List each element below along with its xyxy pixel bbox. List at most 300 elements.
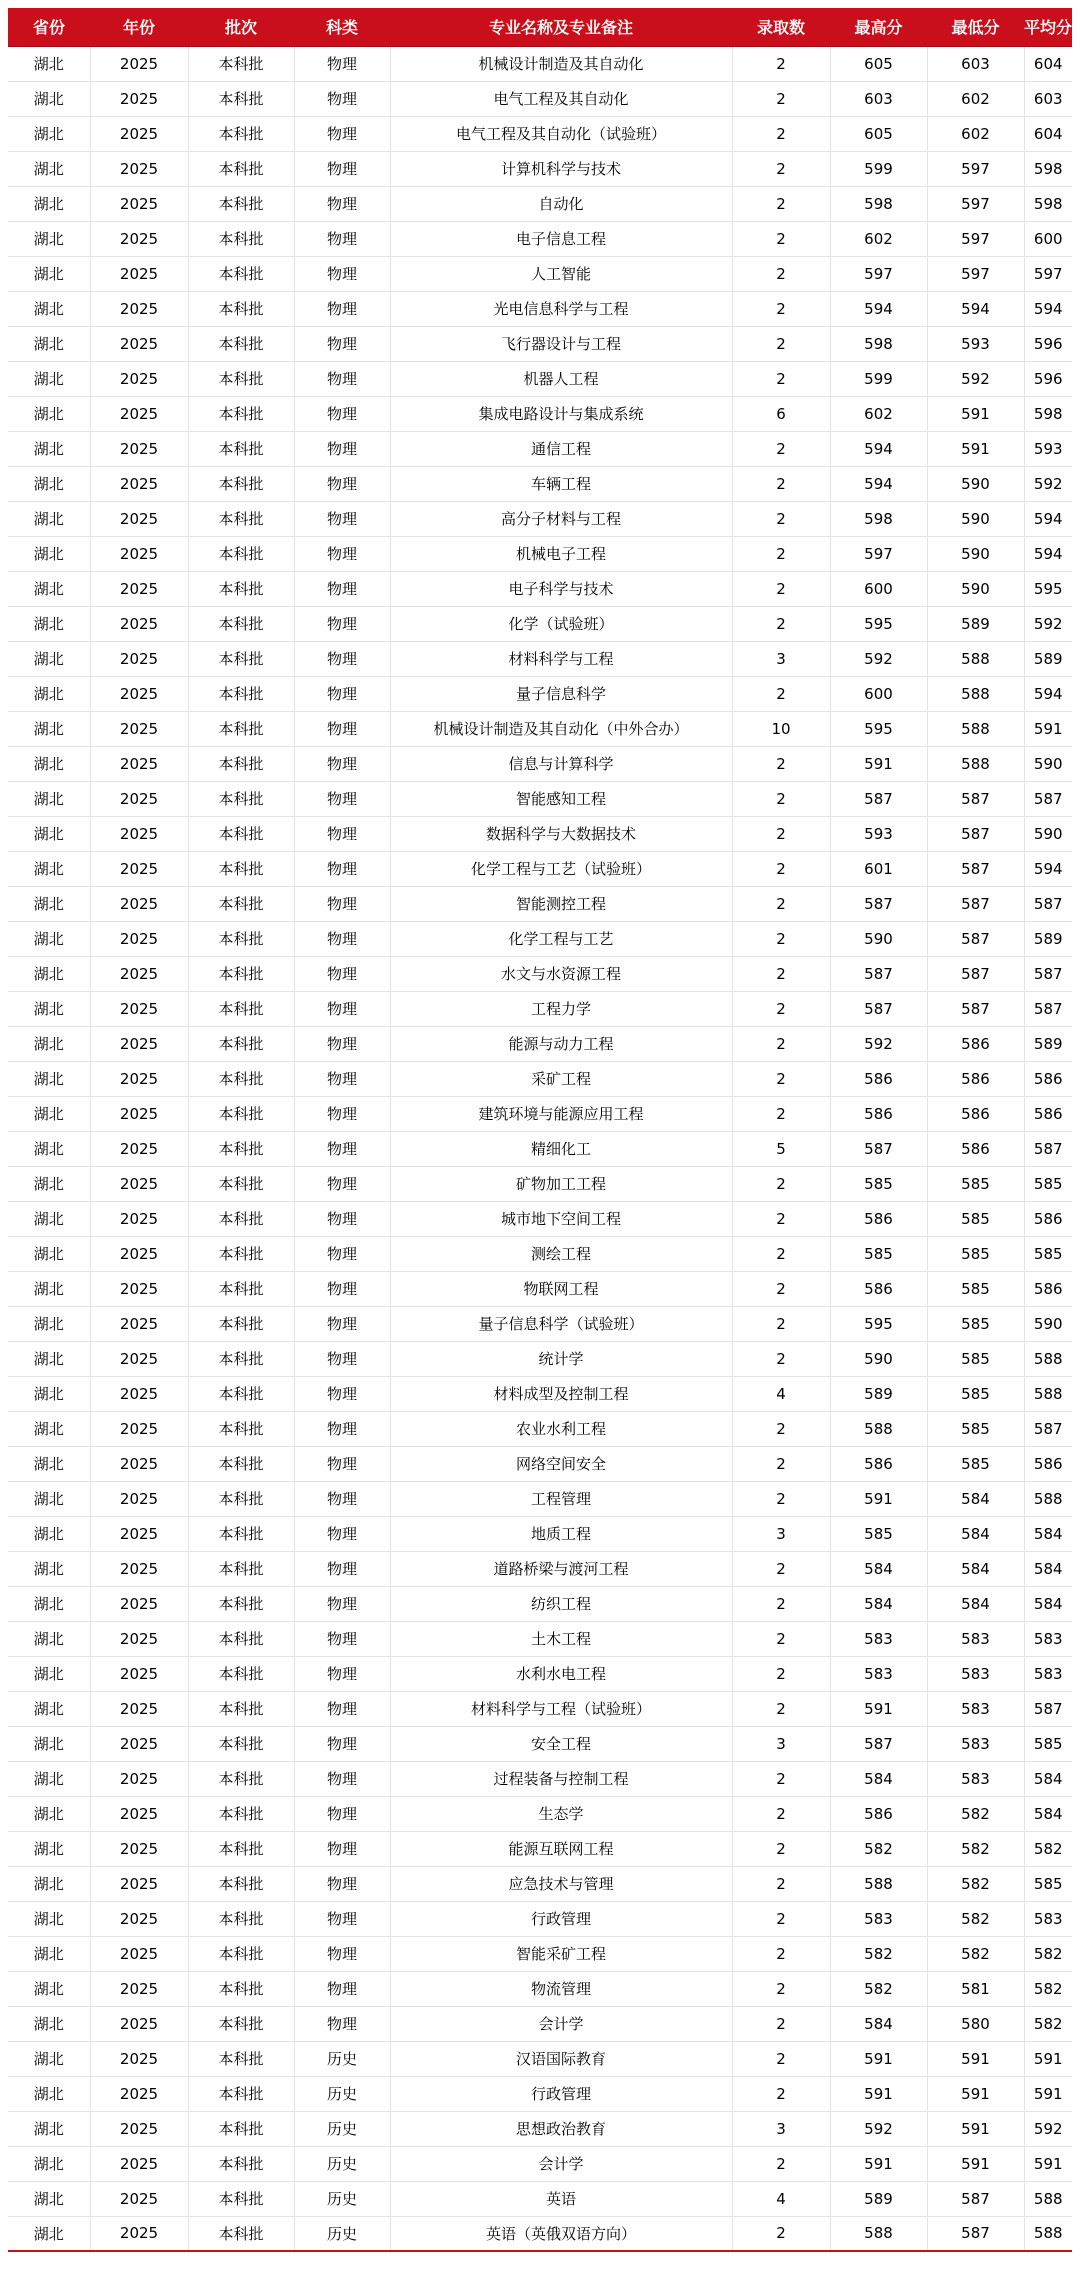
cell-subject: 历史 (294, 2041, 390, 2076)
header-admitted: 录取数 (732, 8, 830, 46)
cell-avg-score: 586 (1024, 1096, 1072, 1131)
cell-admitted: 4 (732, 1376, 830, 1411)
table-row (8, 781, 1072, 816)
cell-province: 湖北 (8, 1551, 90, 1586)
cell-batch: 本科批 (188, 921, 294, 956)
cell-province: 湖北 (8, 1761, 90, 1796)
cell-admitted: 2 (732, 1796, 830, 1831)
cell-min-score: 594 (927, 291, 1024, 326)
cell-admitted: 5 (732, 1131, 830, 1166)
cell-admitted: 2 (732, 1586, 830, 1621)
cell-year: 2025 (90, 676, 188, 711)
cell-admitted: 3 (732, 641, 830, 676)
cell-subject: 物理 (294, 1761, 390, 1796)
cell-max-score: 584 (830, 1761, 927, 1796)
cell-batch: 本科批 (188, 1166, 294, 1201)
table-row (8, 641, 1072, 676)
cell-major: 汉语国际教育 (390, 2041, 732, 2076)
cell-avg-score: 596 (1024, 361, 1072, 396)
cell-year: 2025 (90, 1516, 188, 1551)
cell-min-score: 590 (927, 466, 1024, 501)
cell-year: 2025 (90, 1656, 188, 1691)
cell-batch: 本科批 (188, 1096, 294, 1131)
cell-min-score: 586 (927, 1096, 1024, 1131)
cell-admitted: 6 (732, 396, 830, 431)
cell-subject: 物理 (294, 1236, 390, 1271)
cell-admitted: 2 (732, 956, 830, 991)
cell-major: 过程装备与控制工程 (390, 1761, 732, 1796)
cell-min-score: 588 (927, 641, 1024, 676)
cell-major: 化学工程与工艺 (390, 921, 732, 956)
cell-year: 2025 (90, 1271, 188, 1306)
header-batch: 批次 (188, 8, 294, 46)
table-row (8, 1866, 1072, 1901)
cell-admitted: 2 (732, 991, 830, 1026)
cell-major: 电气工程及其自动化 (390, 81, 732, 116)
cell-year: 2025 (90, 1936, 188, 1971)
cell-batch: 本科批 (188, 1831, 294, 1866)
cell-batch: 本科批 (188, 606, 294, 641)
cell-max-score: 588 (830, 1866, 927, 1901)
table-row (8, 1411, 1072, 1446)
cell-admitted: 2 (732, 186, 830, 221)
table-row (8, 1761, 1072, 1796)
cell-province: 湖北 (8, 1656, 90, 1691)
cell-min-score: 588 (927, 711, 1024, 746)
cell-subject: 物理 (294, 571, 390, 606)
cell-subject: 物理 (294, 1446, 390, 1481)
cell-batch: 本科批 (188, 326, 294, 361)
cell-batch: 本科批 (188, 1866, 294, 1901)
cell-avg-score: 590 (1024, 816, 1072, 851)
cell-max-score: 587 (830, 991, 927, 1026)
cell-admitted: 2 (732, 326, 830, 361)
cell-province: 湖北 (8, 641, 90, 676)
cell-min-score: 589 (927, 606, 1024, 641)
cell-subject: 物理 (294, 221, 390, 256)
cell-year: 2025 (90, 1096, 188, 1131)
cell-admitted: 3 (732, 1726, 830, 1761)
cell-year: 2025 (90, 2216, 188, 2251)
cell-province: 湖北 (8, 256, 90, 291)
cell-year: 2025 (90, 116, 188, 151)
cell-major: 人工智能 (390, 256, 732, 291)
cell-major: 能源与动力工程 (390, 1026, 732, 1061)
cell-batch: 本科批 (188, 711, 294, 746)
cell-province: 湖北 (8, 186, 90, 221)
table-row (8, 1831, 1072, 1866)
table-row (8, 1306, 1072, 1341)
cell-year: 2025 (90, 396, 188, 431)
cell-batch: 本科批 (188, 1446, 294, 1481)
cell-major: 地质工程 (390, 1516, 732, 1551)
table-row (8, 1586, 1072, 1621)
cell-admitted: 2 (732, 1341, 830, 1376)
cell-admitted: 3 (732, 2111, 830, 2146)
cell-province: 湖北 (8, 676, 90, 711)
cell-max-score: 598 (830, 326, 927, 361)
table-row (8, 2216, 1072, 2251)
table-row (8, 221, 1072, 256)
cell-avg-score: 586 (1024, 1446, 1072, 1481)
cell-subject: 历史 (294, 2216, 390, 2251)
cell-province: 湖北 (8, 1481, 90, 1516)
cell-province: 湖北 (8, 221, 90, 256)
cell-year: 2025 (90, 501, 188, 536)
cell-major: 机械设计制造及其自动化 (390, 46, 732, 81)
cell-province: 湖北 (8, 396, 90, 431)
cell-max-score: 598 (830, 501, 927, 536)
cell-min-score: 597 (927, 151, 1024, 186)
cell-avg-score: 587 (1024, 1691, 1072, 1726)
cell-min-score: 583 (927, 1621, 1024, 1656)
cell-avg-score: 594 (1024, 501, 1072, 536)
cell-admitted: 2 (732, 1166, 830, 1201)
cell-min-score: 590 (927, 571, 1024, 606)
cell-batch: 本科批 (188, 1586, 294, 1621)
cell-max-score: 589 (830, 2181, 927, 2216)
cell-year: 2025 (90, 1376, 188, 1411)
cell-province: 湖北 (8, 1586, 90, 1621)
cell-subject: 物理 (294, 81, 390, 116)
cell-subject: 物理 (294, 186, 390, 221)
cell-admitted: 2 (732, 431, 830, 466)
cell-year: 2025 (90, 466, 188, 501)
cell-admitted: 2 (732, 1481, 830, 1516)
cell-batch: 本科批 (188, 816, 294, 851)
cell-avg-score: 587 (1024, 991, 1072, 1026)
cell-year: 2025 (90, 2111, 188, 2146)
cell-min-score: 585 (927, 1166, 1024, 1201)
cell-batch: 本科批 (188, 641, 294, 676)
cell-year: 2025 (90, 886, 188, 921)
cell-major: 物流管理 (390, 1971, 732, 2006)
cell-subject: 物理 (294, 1936, 390, 1971)
cell-province: 湖北 (8, 606, 90, 641)
cell-major: 会计学 (390, 2006, 732, 2041)
cell-subject: 物理 (294, 2006, 390, 2041)
cell-subject: 物理 (294, 1796, 390, 1831)
cell-max-score: 593 (830, 816, 927, 851)
cell-province: 湖北 (8, 1901, 90, 1936)
cell-province: 湖北 (8, 1131, 90, 1166)
cell-province: 湖北 (8, 1866, 90, 1901)
cell-province: 湖北 (8, 1446, 90, 1481)
cell-batch: 本科批 (188, 1971, 294, 2006)
cell-admitted: 2 (732, 1866, 830, 1901)
cell-avg-score: 584 (1024, 1761, 1072, 1796)
cell-max-score: 602 (830, 221, 927, 256)
table-row (8, 1166, 1072, 1201)
cell-year: 2025 (90, 221, 188, 256)
cell-batch: 本科批 (188, 186, 294, 221)
cell-subject: 物理 (294, 466, 390, 501)
cell-subject: 物理 (294, 1096, 390, 1131)
table-row (8, 1026, 1072, 1061)
cell-batch: 本科批 (188, 1726, 294, 1761)
cell-subject: 物理 (294, 1586, 390, 1621)
cell-province: 湖北 (8, 1411, 90, 1446)
cell-max-score: 584 (830, 1551, 927, 1586)
cell-major: 应急技术与管理 (390, 1866, 732, 1901)
cell-batch: 本科批 (188, 1061, 294, 1096)
cell-min-score: 582 (927, 1796, 1024, 1831)
table-row (8, 1691, 1072, 1726)
cell-year: 2025 (90, 1761, 188, 1796)
cell-max-score: 584 (830, 2006, 927, 2041)
cell-year: 2025 (90, 606, 188, 641)
cell-major: 智能采矿工程 (390, 1936, 732, 1971)
table-row (8, 1901, 1072, 1936)
cell-max-score: 597 (830, 256, 927, 291)
cell-min-score: 602 (927, 81, 1024, 116)
header-row (8, 8, 1072, 46)
cell-batch: 本科批 (188, 1481, 294, 1516)
cell-admitted: 4 (732, 2181, 830, 2216)
cell-avg-score: 590 (1024, 1306, 1072, 1341)
cell-max-score: 595 (830, 606, 927, 641)
cell-avg-score: 582 (1024, 1936, 1072, 1971)
cell-subject: 物理 (294, 641, 390, 676)
cell-subject: 物理 (294, 921, 390, 956)
cell-subject: 物理 (294, 1516, 390, 1551)
cell-max-score: 587 (830, 886, 927, 921)
table-row (8, 1936, 1072, 1971)
cell-min-score: 584 (927, 1516, 1024, 1551)
cell-admitted: 2 (732, 606, 830, 641)
header-max-score: 最高分 (830, 8, 927, 46)
cell-min-score: 591 (927, 2076, 1024, 2111)
cell-batch: 本科批 (188, 396, 294, 431)
cell-subject: 物理 (294, 1691, 390, 1726)
cell-major: 计算机科学与技术 (390, 151, 732, 186)
cell-subject: 物理 (294, 1166, 390, 1201)
cell-avg-score: 586 (1024, 1201, 1072, 1236)
cell-year: 2025 (90, 1726, 188, 1761)
cell-min-score: 602 (927, 116, 1024, 151)
cell-min-score: 590 (927, 501, 1024, 536)
cell-admitted: 2 (732, 1621, 830, 1656)
table-row (8, 1131, 1072, 1166)
header-subject: 科类 (294, 8, 390, 46)
cell-subject: 历史 (294, 2181, 390, 2216)
cell-avg-score: 604 (1024, 46, 1072, 81)
cell-avg-score: 593 (1024, 431, 1072, 466)
cell-major: 机械电子工程 (390, 536, 732, 571)
cell-year: 2025 (90, 1201, 188, 1236)
cell-min-score: 585 (927, 1201, 1024, 1236)
cell-year: 2025 (90, 746, 188, 781)
cell-batch: 本科批 (188, 536, 294, 571)
cell-subject: 物理 (294, 1061, 390, 1096)
cell-subject: 物理 (294, 431, 390, 466)
cell-year: 2025 (90, 1411, 188, 1446)
cell-min-score: 587 (927, 886, 1024, 921)
cell-min-score: 585 (927, 1306, 1024, 1341)
cell-avg-score: 603 (1024, 81, 1072, 116)
cell-min-score: 591 (927, 431, 1024, 466)
cell-subject: 物理 (294, 746, 390, 781)
cell-major: 农业水利工程 (390, 1411, 732, 1446)
cell-major: 通信工程 (390, 431, 732, 466)
cell-max-score: 595 (830, 1306, 927, 1341)
cell-min-score: 590 (927, 536, 1024, 571)
cell-min-score: 582 (927, 1936, 1024, 1971)
cell-max-score: 583 (830, 1621, 927, 1656)
cell-batch: 本科批 (188, 2111, 294, 2146)
cell-major: 光电信息科学与工程 (390, 291, 732, 326)
cell-admitted: 2 (732, 1201, 830, 1236)
cell-avg-score: 592 (1024, 606, 1072, 641)
cell-avg-score: 589 (1024, 1026, 1072, 1061)
cell-min-score: 587 (927, 781, 1024, 816)
cell-avg-score: 584 (1024, 1586, 1072, 1621)
cell-admitted: 2 (732, 676, 830, 711)
cell-admitted: 2 (732, 1061, 830, 1096)
cell-max-score: 587 (830, 1131, 927, 1166)
cell-province: 湖北 (8, 851, 90, 886)
cell-admitted: 2 (732, 291, 830, 326)
cell-admitted: 2 (732, 1761, 830, 1796)
cell-subject: 物理 (294, 326, 390, 361)
cell-max-score: 585 (830, 1516, 927, 1551)
cell-major: 测绘工程 (390, 1236, 732, 1271)
cell-major: 量子信息科学（试验班） (390, 1306, 732, 1341)
cell-max-score: 597 (830, 536, 927, 571)
cell-subject: 物理 (294, 501, 390, 536)
cell-avg-score: 587 (1024, 1411, 1072, 1446)
cell-province: 湖北 (8, 746, 90, 781)
cell-max-score: 594 (830, 431, 927, 466)
cell-province: 湖北 (8, 571, 90, 606)
cell-avg-score: 590 (1024, 746, 1072, 781)
table-row (8, 466, 1072, 501)
cell-province: 湖北 (8, 1341, 90, 1376)
cell-avg-score: 587 (1024, 886, 1072, 921)
cell-year: 2025 (90, 81, 188, 116)
cell-year: 2025 (90, 1306, 188, 1341)
cell-avg-score: 594 (1024, 536, 1072, 571)
cell-major: 安全工程 (390, 1726, 732, 1761)
cell-year: 2025 (90, 2076, 188, 2111)
cell-batch: 本科批 (188, 851, 294, 886)
cell-major: 材料成型及控制工程 (390, 1376, 732, 1411)
cell-year: 2025 (90, 431, 188, 466)
cell-subject: 物理 (294, 676, 390, 711)
cell-province: 湖北 (8, 1061, 90, 1096)
cell-avg-score: 584 (1024, 1551, 1072, 1586)
cell-max-score: 583 (830, 1656, 927, 1691)
cell-admitted: 2 (732, 1901, 830, 1936)
cell-subject: 物理 (294, 1831, 390, 1866)
cell-admitted: 2 (732, 1271, 830, 1306)
cell-major: 机器人工程 (390, 361, 732, 396)
cell-province: 湖北 (8, 1026, 90, 1061)
cell-max-score: 592 (830, 2111, 927, 2146)
cell-subject: 物理 (294, 291, 390, 326)
table-row (8, 1061, 1072, 1096)
cell-avg-score: 584 (1024, 1516, 1072, 1551)
cell-year: 2025 (90, 1236, 188, 1271)
cell-batch: 本科批 (188, 431, 294, 466)
cell-year: 2025 (90, 1131, 188, 1166)
cell-major: 工程力学 (390, 991, 732, 1026)
cell-province: 湖北 (8, 1166, 90, 1201)
cell-min-score: 592 (927, 361, 1024, 396)
cell-avg-score: 586 (1024, 1061, 1072, 1096)
cell-batch: 本科批 (188, 151, 294, 186)
cell-major: 英语 (390, 2181, 732, 2216)
cell-subject: 物理 (294, 1341, 390, 1376)
cell-batch: 本科批 (188, 676, 294, 711)
cell-subject: 物理 (294, 1376, 390, 1411)
cell-province: 湖北 (8, 466, 90, 501)
cell-max-score: 582 (830, 1971, 927, 2006)
cell-province: 湖北 (8, 1621, 90, 1656)
cell-major: 水文与水资源工程 (390, 956, 732, 991)
cell-avg-score: 588 (1024, 1341, 1072, 1376)
cell-max-score: 594 (830, 466, 927, 501)
cell-year: 2025 (90, 186, 188, 221)
cell-subject: 历史 (294, 2111, 390, 2146)
header-min-score: 最低分 (927, 8, 1024, 46)
table-row (8, 2181, 1072, 2216)
cell-max-score: 586 (830, 1796, 927, 1831)
cell-batch: 本科批 (188, 2076, 294, 2111)
cell-admitted: 2 (732, 221, 830, 256)
cell-min-score: 582 (927, 1866, 1024, 1901)
cell-year: 2025 (90, 1446, 188, 1481)
cell-avg-score: 582 (1024, 2006, 1072, 2041)
cell-avg-score: 591 (1024, 2146, 1072, 2181)
cell-province: 湖北 (8, 2181, 90, 2216)
cell-admitted: 2 (732, 816, 830, 851)
cell-admitted: 2 (732, 1236, 830, 1271)
cell-avg-score: 604 (1024, 116, 1072, 151)
cell-subject: 物理 (294, 1901, 390, 1936)
cell-batch: 本科批 (188, 2041, 294, 2076)
cell-year: 2025 (90, 2181, 188, 2216)
cell-avg-score: 583 (1024, 1656, 1072, 1691)
cell-avg-score: 588 (1024, 2181, 1072, 2216)
cell-major: 土木工程 (390, 1621, 732, 1656)
cell-min-score: 587 (927, 816, 1024, 851)
cell-major: 量子信息科学 (390, 676, 732, 711)
cell-admitted: 2 (732, 1026, 830, 1061)
cell-province: 湖北 (8, 2006, 90, 2041)
cell-year: 2025 (90, 1586, 188, 1621)
cell-province: 湖北 (8, 956, 90, 991)
cell-admitted: 2 (732, 361, 830, 396)
cell-batch: 本科批 (188, 1551, 294, 1586)
cell-major: 精细化工 (390, 1131, 732, 1166)
cell-admitted: 2 (732, 1306, 830, 1341)
cell-province: 湖北 (8, 1831, 90, 1866)
cell-subject: 物理 (294, 396, 390, 431)
cell-batch: 本科批 (188, 1026, 294, 1061)
table-body (8, 46, 1072, 2251)
table-row (8, 431, 1072, 466)
cell-min-score: 585 (927, 1236, 1024, 1271)
cell-major: 电子信息工程 (390, 221, 732, 256)
table-row (8, 746, 1072, 781)
cell-subject: 物理 (294, 781, 390, 816)
cell-year: 2025 (90, 1481, 188, 1516)
cell-min-score: 587 (927, 2181, 1024, 2216)
cell-max-score: 588 (830, 2216, 927, 2251)
cell-avg-score: 585 (1024, 1726, 1072, 1761)
cell-admitted: 2 (732, 921, 830, 956)
